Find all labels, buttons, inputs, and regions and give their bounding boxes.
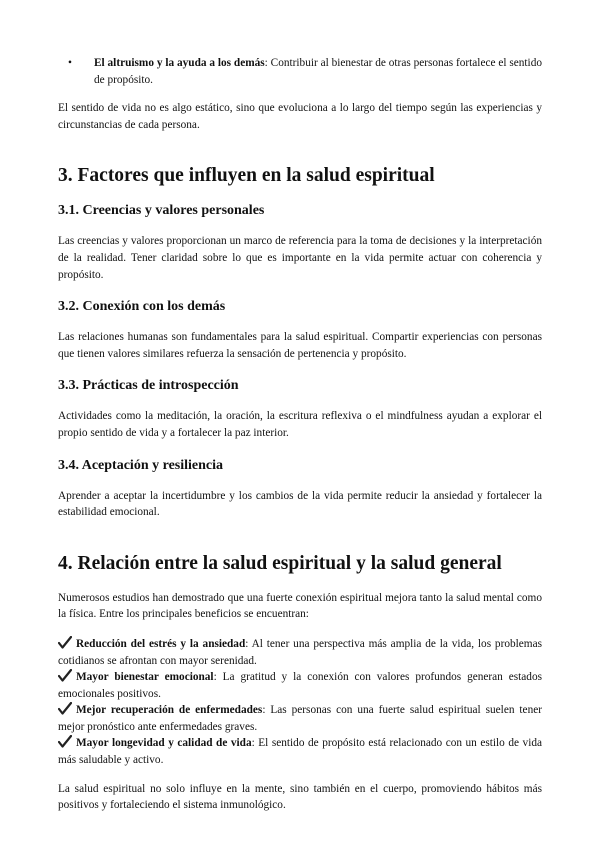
benefit-bold-term: Mayor longevidad y calidad de vida <box>76 737 252 750</box>
intro-bullet-item <box>58 55 542 88</box>
bullet-text: : Contribuir al bienestar de otras personas fortalece el sentido de propósito. <box>94 57 542 86</box>
subsection-3-3-text: Actividades como la meditación, la oración, la escritura reflexiva o el mindfulness ayudan a explorar el propio sentido de vida y a fortalecer la paz interior. <box>58 410 542 439</box>
bullet-bold-term: El altruismo y la ayuda a los demás <box>94 57 265 69</box>
benefits-list <box>58 636 542 769</box>
subsection-3-4-text: Aprender a aceptar la incertidumbre y los cambios de la vida permite reducir la ansiedad y fortalecer la estabilidad emocional. <box>58 489 542 519</box>
benefit-item-longevity <box>58 735 542 768</box>
benefit-bold-term: Mejor recuperación de enfermedades <box>76 704 263 717</box>
bullet-marker: • <box>68 57 72 69</box>
benefit-item-recovery <box>58 702 542 735</box>
section-4-heading: 4. Relación entre la salud espiritual y la salud general <box>58 552 502 574</box>
benefit-item-emotional <box>58 669 542 702</box>
benefit-text: : La gratitud y la conexión con valores profundos generan estados emocionales positivos. <box>58 671 542 700</box>
subsection-3-2-text: Las relaciones humanas son fundamentales para la salud espiritual. Compartir experiencias con personas que tienen valores similares refuerza la sensación de pertenencia y propósito. <box>58 331 542 360</box>
check-mark-icon <box>58 735 72 748</box>
benefit-bold-term: Mayor bienestar emocional <box>76 671 214 684</box>
section-4-closing: La salud espiritual no solo influye en la mente, sino también en el cuerpo, promoviendo hábitos más positivos y fortaleciendo el sistema inmunológico. <box>58 782 542 812</box>
benefit-item-stress <box>58 636 542 669</box>
check-mark-icon <box>58 702 72 715</box>
intro-paragraph: El sentido de vida no es algo estático, sino que evoluciona a lo largo del tiempo según las experiencias y circunstancias de cada persona. <box>58 102 542 131</box>
section-4-intro: Numerosos estudios han demostrado que una fuerte conexión espiritual mejora tanto la salud mental como la física. Entre los principales beneficios se encuentran: <box>58 591 542 621</box>
benefit-text: : El sentido de propósito está relacionado con un estilo de vida más saludable y activo. <box>58 737 542 767</box>
benefit-text: : Las personas con una fuerte salud espiritual suelen tener mejor pronóstico ante enfermedades graves. <box>58 704 542 733</box>
benefit-text: : Al tener una perspectiva más amplia de la vida, los problemas cotidianos se afrontan con mayor serenidad. <box>58 637 542 667</box>
document-body <box>58 55 542 814</box>
check-mark-icon <box>58 636 72 649</box>
check-mark-icon <box>58 669 72 682</box>
benefit-bold-term: Reducción del estrés y la ansiedad <box>76 637 246 650</box>
subsection-3-3-heading: 3.3. Prácticas de introspección <box>58 378 239 394</box>
subsection-3-1-heading: 3.1. Creencias y valores personales <box>58 203 265 219</box>
subsection-3-4-heading: 3.4. Aceptación y resiliencia <box>58 457 223 473</box>
section-3-heading: 3. Factores que influyen en la salud espiritual <box>58 165 435 187</box>
subsection-3-2-heading: 3.2. Conexión con los demás <box>58 299 226 315</box>
subsection-3-1-text: Las creencias y valores proporcionan un marco de referencia para la toma de decisiones y la interpretación de la realidad. Tener claridad sobre lo que es importante en la vida permite actuar con coherencia y propósito. <box>58 235 542 281</box>
